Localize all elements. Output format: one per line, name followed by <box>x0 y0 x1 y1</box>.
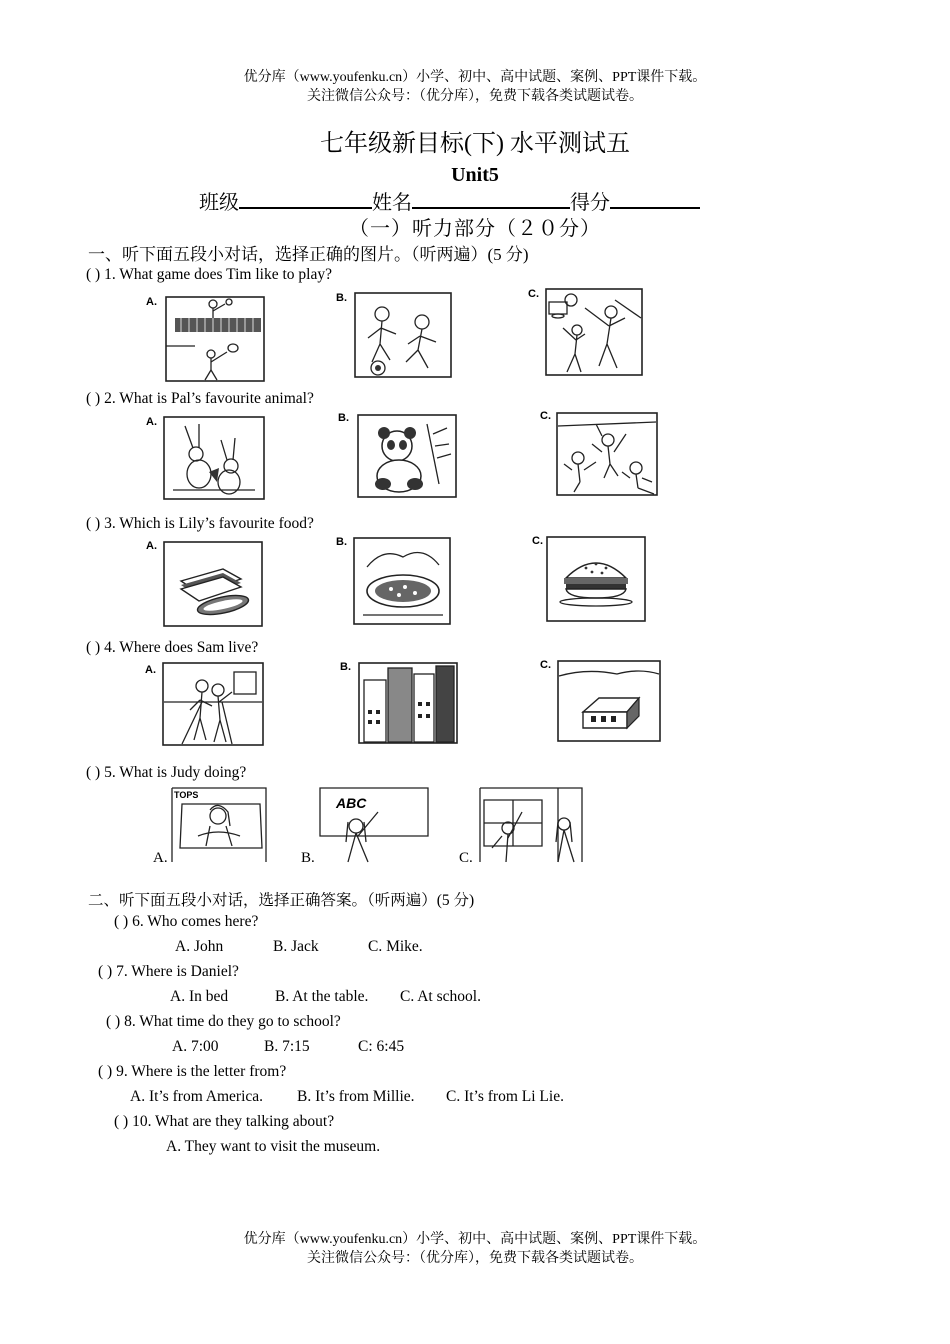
option-a[interactable]: A. In bed <box>170 988 229 1005</box>
option-b[interactable]: B. 7:15 <box>264 1038 310 1055</box>
option-b[interactable]: B. It’s from Millie. <box>297 1088 415 1105</box>
answer-paren[interactable]: ( ) <box>86 515 101 532</box>
unit-title: Unit5 <box>451 164 499 186</box>
option-label: C. <box>540 410 551 422</box>
option-b[interactable]: B. Jack <box>273 938 319 955</box>
option-a[interactable]: A. John <box>175 938 224 955</box>
sandwich-hotdog-image[interactable] <box>163 541 263 627</box>
option-label: B. <box>301 850 315 866</box>
option-label: A. <box>146 540 157 552</box>
basketball-players-image[interactable] <box>545 288 643 376</box>
hamburger-image[interactable] <box>546 536 646 622</box>
option-c[interactable]: C. Mike. <box>368 938 423 955</box>
question-text: 9. Where is the letter from? <box>116 1063 287 1080</box>
question-text: 3. Which is Lily’s favourite food? <box>104 515 314 532</box>
answer-paren[interactable]: ( ) <box>98 963 113 980</box>
option-label: B. <box>336 536 347 548</box>
page-title: 七年级新目标(下) 水平测试五 <box>320 131 630 157</box>
question-text: 10. What are they talking about? <box>132 1113 335 1130</box>
soccer-players-image[interactable] <box>354 292 452 378</box>
question-text: 4. Where does Sam live? <box>104 639 259 656</box>
city-buildings-image[interactable] <box>358 662 458 744</box>
tennis-players-image[interactable] <box>165 296 265 382</box>
question-8 <box>106 1013 341 1031</box>
option-c[interactable]: C: 6:45 <box>358 1038 405 1055</box>
option-c[interactable]: C. It’s from Li Lie. <box>446 1088 564 1105</box>
part1-heading: 一、听下面五段小对话，选择正确的图片。（听两遍）(5 分) <box>88 245 529 264</box>
score-blank[interactable] <box>610 187 700 209</box>
question-text: 5. What is Judy doing? <box>104 764 247 781</box>
section-listening-title: （一）听力部分（２０分） <box>349 218 601 240</box>
people-on-road-image[interactable] <box>162 662 264 746</box>
pizza-image[interactable] <box>353 537 451 625</box>
question-text: 1. What game does Tim like to play? <box>104 266 332 283</box>
question-text: 6. Who comes here? <box>132 913 259 930</box>
question-7 <box>98 963 239 981</box>
question-6 <box>114 913 258 931</box>
panda-image[interactable] <box>357 414 457 498</box>
class-label: 班级 <box>199 192 239 214</box>
board-text: ABC <box>336 795 367 811</box>
option-b[interactable]: B. At the table. <box>275 988 369 1005</box>
answer-paren[interactable]: ( ) <box>114 913 129 930</box>
option-a[interactable]: A. It’s from America. <box>130 1088 264 1105</box>
option-label: C. <box>540 659 551 671</box>
option-label: A. <box>146 296 157 308</box>
question-text: 8. What time do they go to school? <box>124 1013 341 1030</box>
option-label: C. <box>459 850 473 866</box>
answer-paren[interactable]: ( ) <box>86 639 101 656</box>
question-3 <box>86 515 314 533</box>
option-c[interactable]: C. At school. <box>400 988 481 1005</box>
score-label: 得分 <box>570 192 610 214</box>
option-label: B. <box>336 292 347 304</box>
answer-paren[interactable]: ( ) <box>86 390 101 407</box>
question-2 <box>86 390 314 408</box>
option-label: A. <box>146 416 157 428</box>
option-a[interactable]: A. 7:00 <box>172 1038 219 1055</box>
question-10 <box>114 1113 334 1131</box>
monkeys-image[interactable] <box>556 412 658 496</box>
question-text: 7. Where is Daniel? <box>116 963 239 980</box>
rabbits-image[interactable] <box>163 416 265 500</box>
option-label: A. <box>153 850 168 866</box>
woman-driving-image[interactable] <box>170 786 268 864</box>
countryside-house-image[interactable] <box>557 660 661 742</box>
answer-paren[interactable]: ( ) <box>114 1113 129 1130</box>
question-5 <box>86 764 246 782</box>
question-text: 2. What is Pal’s favourite animal? <box>104 390 314 407</box>
girl-cleaning-window-image[interactable] <box>478 786 584 864</box>
option-label: C. <box>532 535 543 547</box>
answer-paren[interactable]: ( ) <box>106 1013 121 1030</box>
name-blank[interactable] <box>412 187 570 209</box>
option-label: C. <box>528 288 539 300</box>
header-line-2: 关注微信公众号：（优分库），免费下载各类试题试卷。 <box>307 89 643 104</box>
footer-line-2: 关注微信公众号：（优分库），免费下载各类试题试卷。 <box>307 1251 643 1266</box>
question-1 <box>86 266 332 284</box>
answer-paren[interactable]: ( ) <box>98 1063 113 1080</box>
answer-paren[interactable]: ( ) <box>86 764 101 781</box>
name-label: 姓名 <box>372 192 412 214</box>
answer-paren[interactable]: ( ) <box>86 266 101 283</box>
student-info-line <box>199 186 700 215</box>
header-line-1: 优分库（www.youfenku.cn）小学、初中、高中试题、案例、PPT课件下载。 <box>243 70 707 85</box>
part2-heading: 二、听下面五段小对话，选择正确答案。（听两遍）(5 分) <box>88 892 475 909</box>
sign-text: TOPS <box>174 790 199 800</box>
option-label: B. <box>338 412 349 424</box>
footer-line-1: 优分库（www.youfenku.cn）小学、初中、高中试题、案例、PPT课件下载。 <box>243 1232 707 1247</box>
girl-writing-board-image[interactable] <box>318 786 430 864</box>
option-a[interactable]: A. They want to visit the museum. <box>166 1138 381 1155</box>
option-label: B. <box>340 661 351 673</box>
question-4 <box>86 639 258 657</box>
question-9 <box>98 1063 286 1081</box>
class-blank[interactable] <box>239 187 372 209</box>
option-label: A. <box>145 664 156 676</box>
